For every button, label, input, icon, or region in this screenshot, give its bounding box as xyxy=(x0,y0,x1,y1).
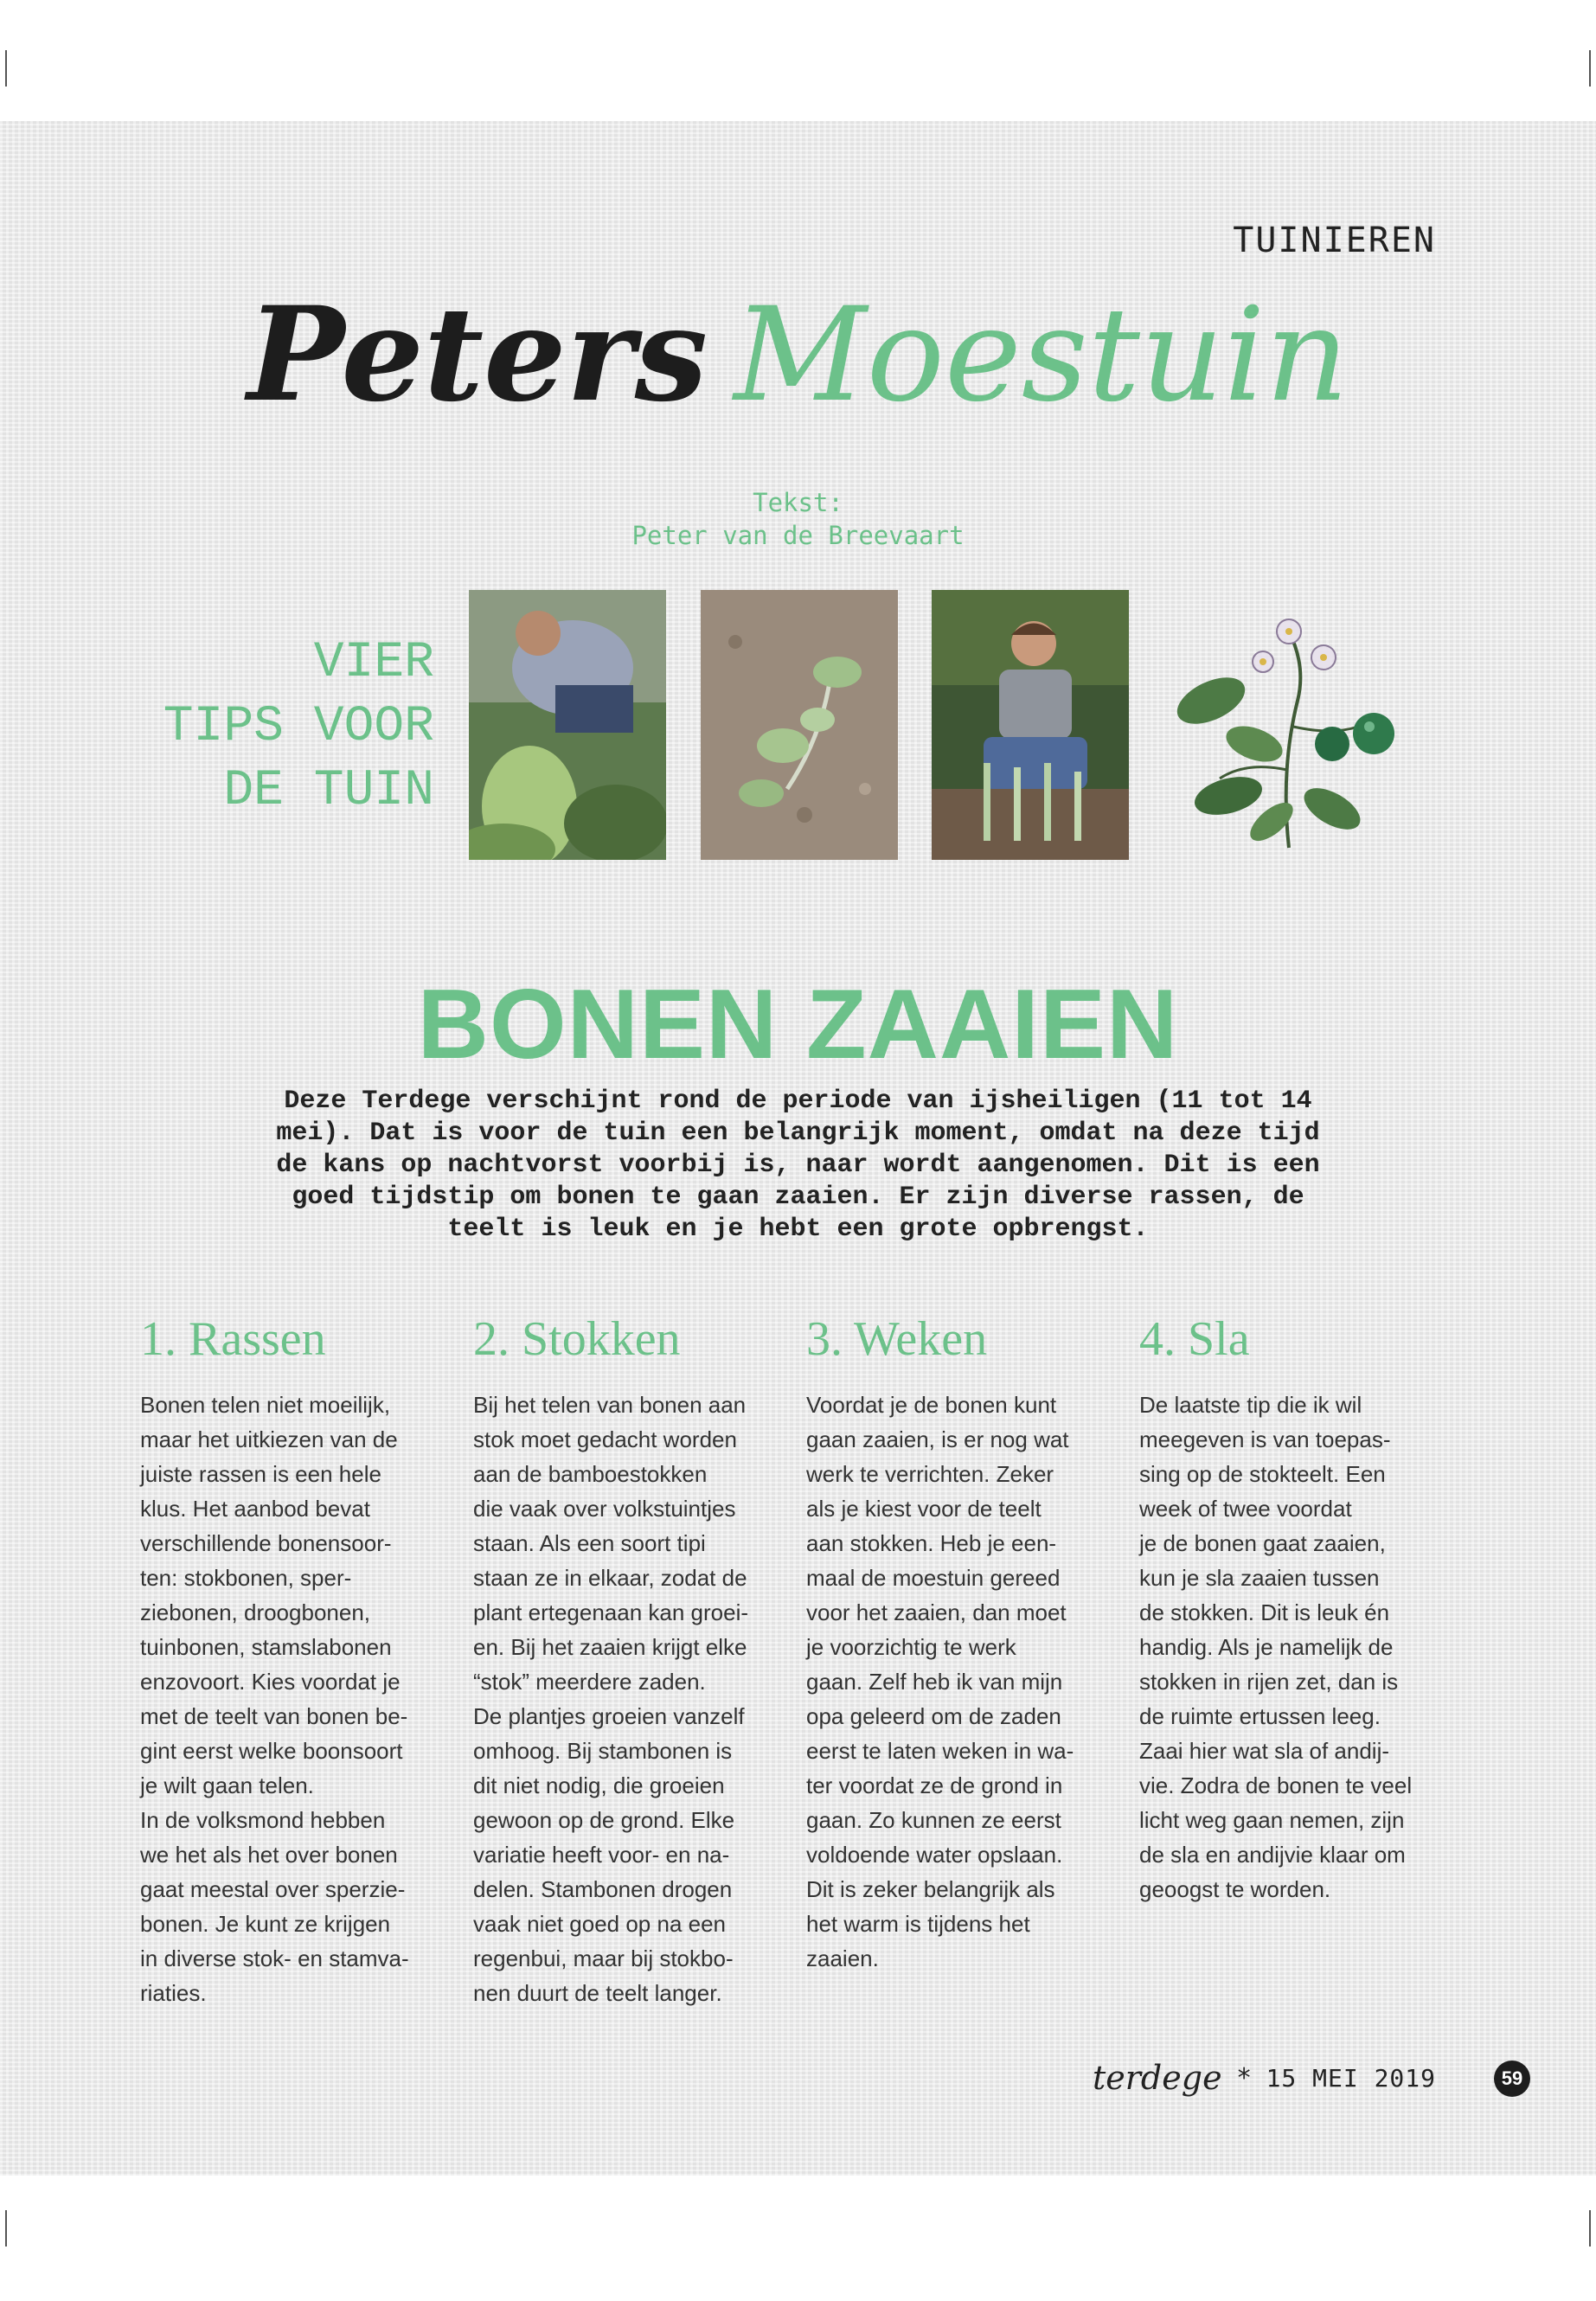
crop-mark xyxy=(5,50,7,87)
tip-column-rassen xyxy=(140,1312,439,2010)
tip-line: Voordat je de bonen kunt xyxy=(806,1392,1057,1418)
issue-date: 15 MEI 2019 xyxy=(1266,2063,1436,2093)
intro-paragraph xyxy=(268,1086,1328,1246)
tip-line: De plantjes groeien vanzelf xyxy=(473,1703,745,1729)
tip-line: gaan zaaien, is er nog wat xyxy=(806,1426,1069,1452)
tip-line: kun je sla zaaien tussen xyxy=(1139,1565,1380,1591)
tip-line: je de bonen gaat zaaien, xyxy=(1139,1530,1386,1556)
tip-line: gint eerst welke boonsoort xyxy=(140,1738,403,1764)
tip-line: voldoende water opslaan. xyxy=(806,1842,1063,1868)
tip-line: vaak niet goed op na een xyxy=(473,1911,727,1937)
tip-line: zaaien. xyxy=(806,1945,879,1971)
tip-line: het warm is tijdens het xyxy=(806,1911,1030,1937)
title-part-peters: Peters xyxy=(247,279,708,431)
tip-line: gaat meestal over sperzie- xyxy=(140,1876,406,1902)
tip-line: met de teelt van bonen be- xyxy=(140,1703,408,1729)
tip-line: ten: stokbonen, sper- xyxy=(140,1565,352,1591)
tip-line: In de volksmond hebben xyxy=(140,1807,386,1833)
tip-line: maal de moestuin gereed xyxy=(806,1565,1061,1591)
tips-label-line: VIER xyxy=(313,635,434,691)
tip-heading: 3. Weken xyxy=(806,1312,988,1366)
tip-line: nen duurt de teelt langer. xyxy=(473,1980,722,2006)
tip-line: maar het uitkiezen van de xyxy=(140,1426,398,1452)
tip-line: week of twee voordat xyxy=(1139,1496,1352,1522)
tip-line: Dit is zeker belangrijk als xyxy=(806,1876,1055,1902)
tip-column-sla xyxy=(1139,1312,1438,1907)
tip-body xyxy=(1139,1388,1438,1907)
intro-line: mei). Dat is voor de tuin een belangrijk moment, omdat na deze tijd xyxy=(276,1118,1320,1148)
tip-line: de stokken. Dit is leuk én xyxy=(1139,1599,1390,1625)
tip-line: delen. Stambonen drogen xyxy=(473,1876,733,1902)
tip-line: gaan. Zelf heb ik van mijn xyxy=(806,1669,1063,1695)
byline-author: Peter van de Breevaart xyxy=(631,521,965,550)
title-part-moestuin: Moestuin xyxy=(734,280,1349,431)
tip-line: plant ertegenaan kan groei- xyxy=(473,1599,749,1625)
tip-line: gewoon op de grond. Elke xyxy=(473,1807,735,1833)
tip-line: opa geleerd om de zaden xyxy=(806,1703,1061,1729)
tip-body xyxy=(473,1388,772,2010)
section-label: TUINIEREN xyxy=(1233,221,1436,260)
tips-label-line: TIPS VOOR xyxy=(163,699,434,755)
tip-line: klus. Het aanbod bevat xyxy=(140,1496,370,1522)
tip-line: in diverse stok- en stamva- xyxy=(140,1945,409,1971)
tip-column-stokken xyxy=(473,1312,772,2010)
photo-peter-with-leeks xyxy=(932,590,1129,860)
masthead-title xyxy=(0,279,1596,431)
tip-line: stokken in rijen zet, dan is xyxy=(1139,1669,1399,1695)
tip-heading: 4. Sla xyxy=(1139,1312,1250,1366)
tip-body xyxy=(806,1388,1105,1976)
tip-line: omhoog. Bij stambonen is xyxy=(473,1738,733,1764)
tip-line: handig. Als je namelijk de xyxy=(1139,1634,1394,1660)
tip-line: variatie heeft voor- en na- xyxy=(473,1842,730,1868)
tip-line: voor het zaaien, dan moet xyxy=(806,1599,1067,1625)
tip-body xyxy=(140,1388,439,2010)
tip-line: meegeven is van toepas- xyxy=(1139,1426,1391,1452)
crop-mark xyxy=(1589,50,1591,87)
tip-line: je voorzichtig te werk xyxy=(806,1634,1016,1660)
tip-heading: 1. Rassen xyxy=(140,1312,326,1366)
tip-line: de sla en andijvie klaar om xyxy=(1139,1842,1406,1868)
tip-line: stok moet gedacht worden xyxy=(473,1426,737,1452)
photo-seedling xyxy=(701,590,898,860)
tip-line: “stok” meerdere zaden. xyxy=(473,1669,706,1695)
byline xyxy=(0,486,1596,552)
tips-label xyxy=(121,631,434,824)
intro-line: de kans op nachtvorst voorbij is, naar wordt aangenomen. Dit is een xyxy=(276,1150,1320,1180)
tip-line: sing op de stokteelt. Een xyxy=(1139,1461,1386,1487)
tip-line: Bij het telen van bonen aan xyxy=(473,1392,747,1418)
crop-mark xyxy=(1589,2210,1591,2247)
page-number-badge: 59 xyxy=(1494,2061,1530,2097)
intro-line: teelt is leuk en je hebt een grote opbrengst. xyxy=(447,1215,1149,1244)
tip-line: staan. Als een soort tipi xyxy=(473,1530,706,1556)
tip-line: enzovoort. Kies voordat je xyxy=(140,1669,401,1695)
headline: BONEN ZAAIEN xyxy=(417,970,1179,1080)
tip-line: tuinbonen, stamslabonen xyxy=(140,1634,392,1660)
tip-line: Zaai hier wat sla of andij- xyxy=(1139,1738,1390,1764)
tip-line: werk te verrichten. Zeker xyxy=(806,1461,1054,1487)
tip-line: je wilt gaan telen. xyxy=(140,1772,314,1798)
tip-line: dit niet nodig, die groeien xyxy=(473,1772,725,1798)
tip-column-weken xyxy=(806,1312,1105,1976)
byline-label: Tekst: xyxy=(753,488,843,517)
tip-line: regenbui, maar bij stokbo- xyxy=(473,1945,734,1971)
asterisk-separator: * xyxy=(1237,2062,1251,2093)
tip-line: verschillende bonensoor- xyxy=(140,1530,392,1556)
tip-line: licht weg gaan nemen, zijn xyxy=(1139,1807,1405,1833)
botanical-illustration xyxy=(1159,597,1419,856)
tip-line: aan stokken. Heb je een- xyxy=(806,1530,1057,1556)
tip-line: juiste rassen is een hele xyxy=(140,1461,381,1487)
tip-line: en. Bij het zaaien krijgt elke xyxy=(473,1634,747,1660)
tip-line: we het als het over bonen xyxy=(140,1842,398,1868)
tip-line: De laatste tip die ik wil xyxy=(1139,1392,1362,1418)
tip-line: riaties. xyxy=(140,1980,207,2006)
tip-line: vie. Zodra de bonen te veel xyxy=(1139,1772,1413,1798)
tip-heading: 2. Stokken xyxy=(473,1312,681,1366)
tip-line: geoogst te worden. xyxy=(1139,1876,1331,1902)
tip-line: die vaak over volkstuintjes xyxy=(473,1496,736,1522)
tip-line: Bonen telen niet moeilijk, xyxy=(140,1392,391,1418)
tip-line: aan de bamboestokken xyxy=(473,1461,708,1487)
photo-peter-crouching xyxy=(469,590,666,860)
intro-line: goed tijdstip om bonen te gaan zaaien. Er zijn diverse rassen, de xyxy=(292,1183,1304,1212)
tip-line: ter voordat ze de grond in xyxy=(806,1772,1063,1798)
tip-line: staan ze in elkaar, zodat de xyxy=(473,1565,747,1591)
tip-line: bonen. Je kunt ze krijgen xyxy=(140,1911,391,1937)
tip-line: de ruimte ertussen leeg. xyxy=(1139,1703,1381,1729)
intro-line: Deze Terdege verschijnt rond de periode van ijsheiligen (11 tot 14 xyxy=(284,1086,1312,1116)
tip-line: als je kiest voor de teelt xyxy=(806,1496,1042,1522)
crop-mark xyxy=(5,2210,7,2247)
magazine-logo: terdege xyxy=(1093,2059,1222,2097)
footer xyxy=(1093,2059,1436,2097)
tip-line: ziebonen, droogbonen, xyxy=(140,1599,371,1625)
tips-label-line: DE TUIN xyxy=(223,763,434,819)
tip-line: eerst te laten weken in wa- xyxy=(806,1738,1074,1764)
tip-line: gaan. Zo kunnen ze eerst xyxy=(806,1807,1061,1833)
